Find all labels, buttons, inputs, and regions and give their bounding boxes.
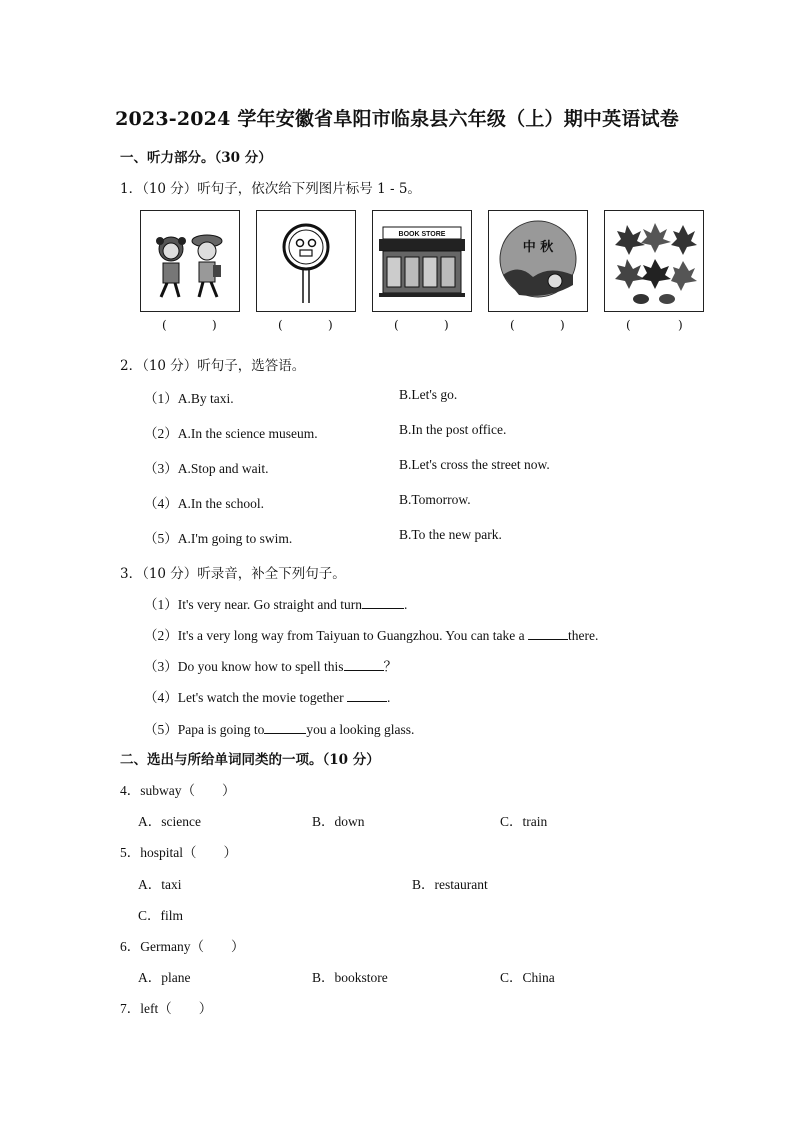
picture-3 [372,210,472,312]
q5-option-b: B．restaurant [412,877,488,892]
autumn-leaves-icon [605,211,703,311]
q6-option-b: B．bookstore [312,970,388,985]
question-1-stem: 1．（10 分）听句子，依次给下列图片标号 1 - 5。 [120,181,421,197]
question-6-stem: 6．Germany（ ） [120,939,245,954]
q2-item-1: （1）A.By taxi. [144,391,234,406]
fill-blank[interactable] [264,733,306,734]
bookstore-sign-text: BOOK STORE [398,231,446,238]
q6-option-a: A．plane [138,970,191,985]
picture-2 [256,210,356,312]
fill-blank[interactable] [344,670,384,671]
q4-option-c: C．train [500,814,548,829]
q2-item-4: （4）A.In the school. [144,496,264,511]
q3-item-4: （4）Let's watch the movie together . [144,690,391,705]
children-walking-icon [141,211,239,311]
q2-item-3-option-b: B.Let's cross the street now. [399,457,550,472]
section-1-heading: 一、听力部分。（30 分） [120,150,272,166]
q2-item-5: （5）A.I'm going to swim. [144,531,293,546]
q6-option-c: C．China [500,970,555,985]
mid-autumn-text: 中 秋 [522,240,554,255]
bookstore-icon [373,211,471,311]
question-5-stem: 5．hospital（ ） [120,845,237,860]
q2-item-2-option-b: B.In the post office. [399,422,507,437]
picture-4 [488,210,588,312]
q5-option-a: A．taxi [138,877,182,892]
question-4-stem: 4．subway（ ） [120,783,236,798]
question-2-stem: 2．（10 分）听句子，选答语。 [120,358,306,374]
picture-1 [140,210,240,312]
q4-option-a: A．science [138,814,201,829]
stop-sign-icon [257,211,355,311]
q3-item-2: （2）It's a very long way from Taiyuan to Guangzhou. You can take a there. [144,628,599,643]
q2-item-1-option-b: B.Let's go. [399,387,458,402]
q2-item-2: （2）A.In the science museum. [144,426,318,441]
page-title: 2023-2024 学年安徽省阜阳市临泉县六年级（上）期中英语试卷 [115,108,679,130]
section-2-heading: 二、选出与所给单词同类的一项。（10 分） [120,752,380,768]
picture-5 [604,210,704,312]
q3-item-3: （3）Do you know how to spell this ？ [144,659,398,674]
fill-blank[interactable] [528,639,568,640]
q2-item-3: （3）A.Stop and wait. [144,461,269,476]
q4-option-b: B．down [312,814,365,829]
q5-option-c: C．film [138,908,184,923]
question-7-stem: 7．left（ ） [120,1001,213,1016]
q3-item-5: （5）Papa is going to you a looking glass. [144,722,415,737]
q3-item-1: （1）It's very near. Go straight and turn . [144,597,408,612]
fill-blank[interactable] [347,701,387,702]
fill-blank[interactable] [362,608,404,609]
question-3-stem: 3．（10 分）听录音，补全下列句子。 [120,566,346,582]
q2-item-5-option-b: B.To the new park. [399,527,502,542]
mid-autumn-moon-icon [489,211,587,311]
q2-item-4-option-b: B.Tomorrow. [399,492,471,507]
